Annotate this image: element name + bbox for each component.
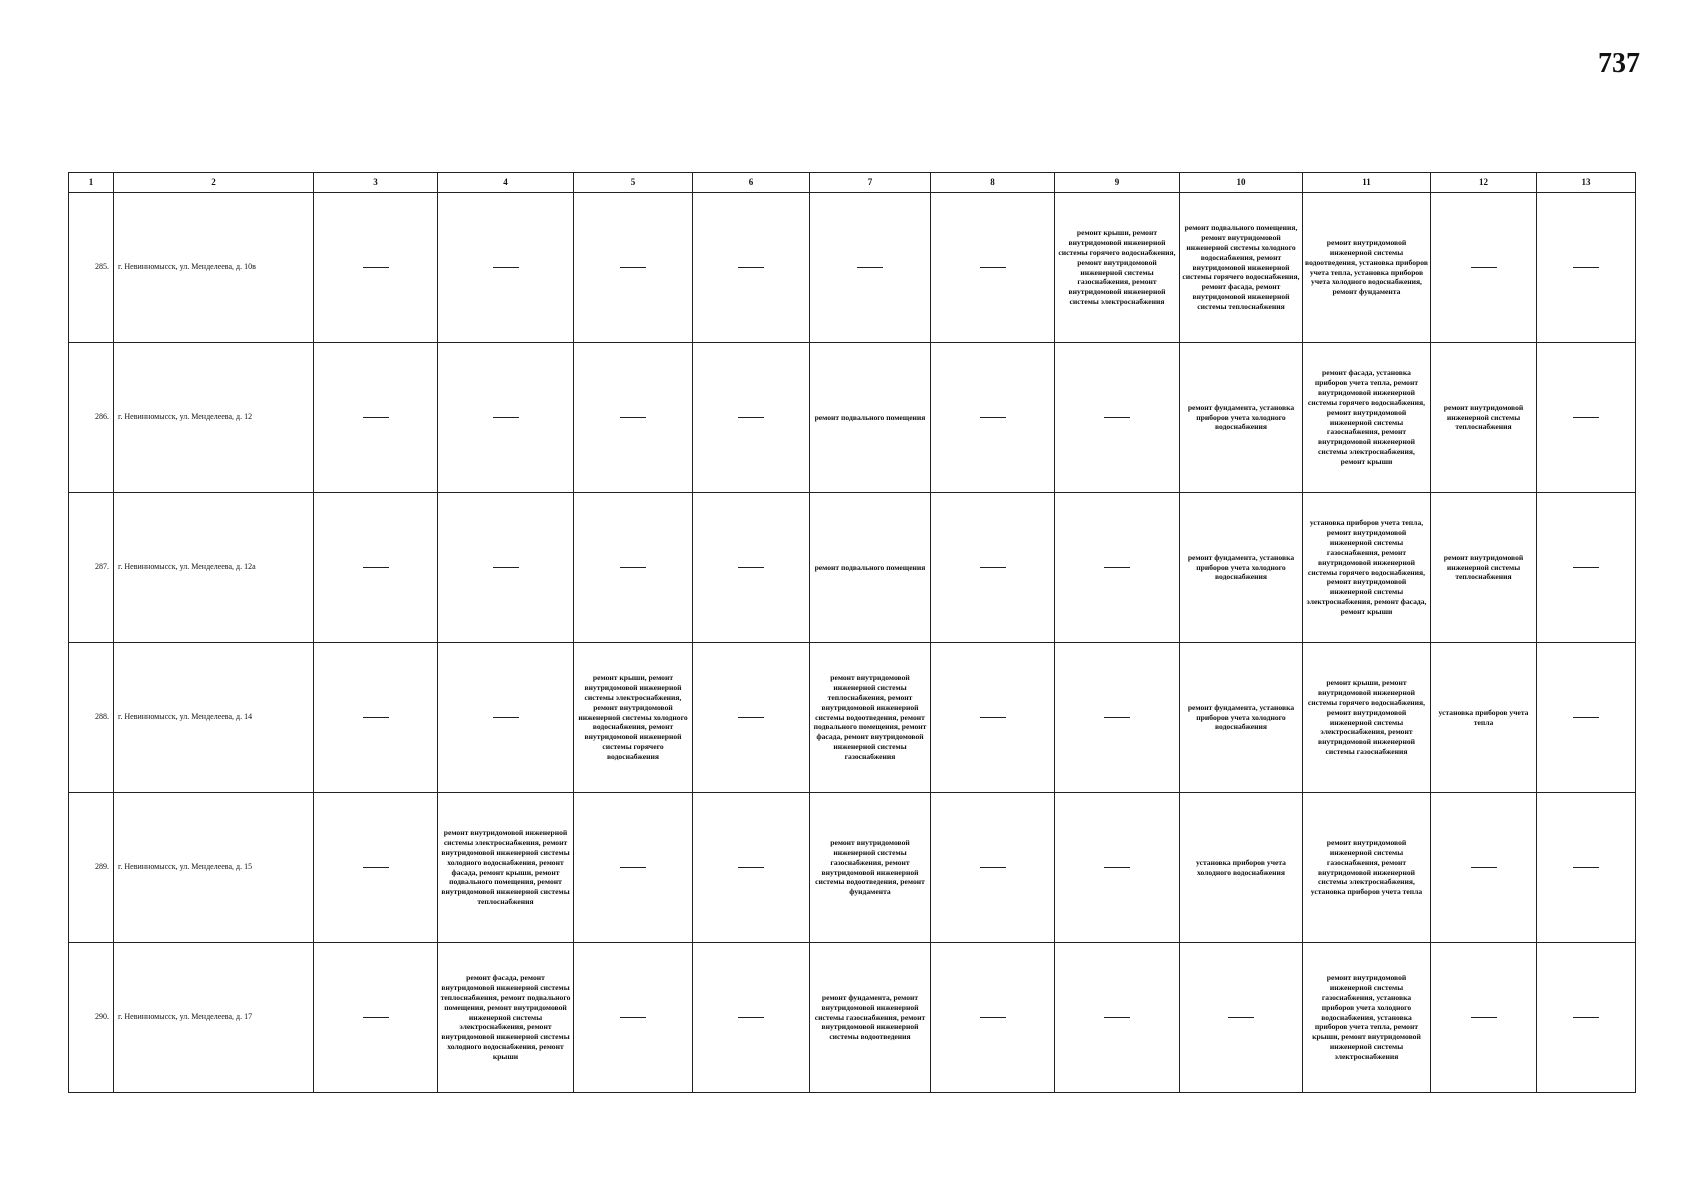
dash-mark — [493, 567, 519, 568]
empty-cell — [1431, 943, 1537, 1093]
work-cell: ремонт крыши, ремонт внутридомовой инженерной системы горячего водоснабжения, ремонт внутридомовой инженерной системы газоснабжения, ремонт внутридомовой инженерной системы электроснабжения — [1055, 193, 1180, 343]
dash-mark — [363, 717, 389, 718]
page-number: 737 — [1598, 48, 1640, 79]
row-number: 286. — [69, 343, 114, 493]
dash-mark — [980, 417, 1006, 418]
dash-mark — [1471, 1017, 1497, 1018]
column-header: 1 — [69, 173, 114, 193]
dash-mark — [1104, 567, 1130, 568]
work-cell: ремонт внутридомовой инженерной системы электроснабжения, ремонт внутридомовой инженерной системы холодного водоснабжения, ремонт фасада, ремонт крыши, ремонт подвального помещения, ремонт внутридомовой инженерной системы теплоснабжения — [438, 793, 574, 943]
empty-cell — [574, 493, 693, 643]
dash-mark — [620, 1017, 646, 1018]
empty-cell — [1055, 493, 1180, 643]
address-cell: г. Невинномысск, ул. Менделеева, д. 10в — [114, 193, 314, 343]
dash-mark — [857, 267, 883, 268]
dash-mark — [620, 417, 646, 418]
work-cell: ремонт подвального помещения, ремонт внутридомовой инженерной системы холодного водоснабжения, ремонт внутридомовой инженерной системы горячего водоснабжения, ремонт фасада, ремонт внутридомовой инженерной системы теплоснабжения — [1180, 193, 1303, 343]
work-cell: установка приборов учета холодного водоснабжения — [1180, 793, 1303, 943]
column-header: 9 — [1055, 173, 1180, 193]
dash-mark — [363, 267, 389, 268]
column-header: 6 — [693, 173, 810, 193]
dash-mark — [980, 1017, 1006, 1018]
empty-cell — [574, 793, 693, 943]
dash-mark — [980, 567, 1006, 568]
empty-cell — [1180, 943, 1303, 1093]
empty-cell — [1055, 643, 1180, 793]
empty-cell — [1431, 193, 1537, 343]
empty-cell — [1055, 343, 1180, 493]
dash-mark — [620, 267, 646, 268]
address-cell: г. Невинномысск, ул. Менделеева, д. 14 — [114, 643, 314, 793]
address-cell: г. Невинномысск, ул. Менделеева, д. 17 — [114, 943, 314, 1093]
column-header: 7 — [810, 173, 931, 193]
empty-cell — [438, 493, 574, 643]
table-row — [69, 493, 1636, 643]
work-cell: ремонт фундамента, установка приборов учета холодного водоснабжения — [1180, 343, 1303, 493]
row-number: 287. — [69, 493, 114, 643]
empty-cell — [1537, 793, 1636, 943]
table-row — [69, 643, 1636, 793]
dash-mark — [1228, 1017, 1254, 1018]
empty-cell — [314, 793, 438, 943]
work-cell: ремонт подвального помещения — [810, 343, 931, 493]
empty-cell — [1537, 643, 1636, 793]
work-cell: ремонт внутридомовой инженерной системы теплоснабжения, ремонт внутридомовой инженерной системы водоотведения, ремонт подвального помещения, ремонт фасада, ремонт внутридомовой инженерной системы газоснабжения — [810, 643, 931, 793]
empty-cell — [931, 943, 1055, 1093]
empty-cell — [314, 643, 438, 793]
work-cell: ремонт подвального помещения — [810, 493, 931, 643]
work-cell: установка приборов учета тепла, ремонт внутридомовой инженерной системы газоснабжения, ремонт внутридомовой инженерной системы горячего водоснабжения, ремонт внутридомовой инженерной системы электроснабжения, ремонт фасада, ремонт крыши — [1303, 493, 1431, 643]
dash-mark — [1471, 867, 1497, 868]
column-header: 13 — [1537, 173, 1636, 193]
dash-mark — [738, 417, 764, 418]
dash-mark — [363, 867, 389, 868]
column-header: 8 — [931, 173, 1055, 193]
column-header: 3 — [314, 173, 438, 193]
dash-mark — [1104, 717, 1130, 718]
dash-mark — [738, 1017, 764, 1018]
work-cell: ремонт фасада, установка приборов учета тепла, ремонт внутридомовой инженерной системы горячего водоснабжения, ремонт внутридомовой инженерной системы газоснабжения, ремонт внутридомовой инженерной системы электроснабжения, ремонт крыши — [1303, 343, 1431, 493]
empty-cell — [931, 793, 1055, 943]
row-number: 290. — [69, 943, 114, 1093]
dash-mark — [1573, 567, 1599, 568]
row-number: 288. — [69, 643, 114, 793]
empty-cell — [931, 643, 1055, 793]
empty-cell — [693, 943, 810, 1093]
work-cell: ремонт внутридомовой инженерной системы газоснабжения, ремонт внутридомовой инженерной системы водоотведения, ремонт фундамента — [810, 793, 931, 943]
table-row — [69, 943, 1636, 1093]
empty-cell — [314, 943, 438, 1093]
dash-mark — [980, 717, 1006, 718]
dash-mark — [493, 267, 519, 268]
empty-cell — [693, 643, 810, 793]
table-row — [69, 793, 1636, 943]
work-cell: ремонт крыши, ремонт внутридомовой инженерной системы электроснабжения, ремонт внутридомовой инженерной системы холодного водоснабжения, ремонт внутридомовой инженерной системы горячего водоснабжения — [574, 643, 693, 793]
dash-mark — [620, 867, 646, 868]
address-cell: г. Невинномысск, ул. Менделеева, д. 15 — [114, 793, 314, 943]
dash-mark — [980, 267, 1006, 268]
address-cell: г. Невинномысск, ул. Менделеева, д. 12 — [114, 343, 314, 493]
empty-cell — [1431, 793, 1537, 943]
header-row — [69, 173, 1636, 193]
empty-cell — [438, 643, 574, 793]
work-cell: ремонт фундамента, установка приборов учета холодного водоснабжения — [1180, 643, 1303, 793]
dash-mark — [1573, 717, 1599, 718]
dash-mark — [493, 717, 519, 718]
table-row — [69, 343, 1636, 493]
empty-cell — [314, 343, 438, 493]
empty-cell — [314, 193, 438, 343]
empty-cell — [574, 193, 693, 343]
empty-cell — [1537, 943, 1636, 1093]
empty-cell — [693, 793, 810, 943]
dash-mark — [620, 567, 646, 568]
column-header: 10 — [1180, 173, 1303, 193]
row-number: 289. — [69, 793, 114, 943]
work-cell: ремонт внутридомовой инженерной системы газоснабжения, ремонт внутридомовой инженерной системы электроснабжения, установка приборов учета тепла — [1303, 793, 1431, 943]
dash-mark — [738, 867, 764, 868]
dash-mark — [1471, 267, 1497, 268]
dash-mark — [1104, 867, 1130, 868]
work-cell: ремонт внутридомовой инженерной системы газоснабжения, установка приборов учета холодного водоснабжения, установка приборов учета тепла, ремонт крыши, ремонт внутридомовой инженерной системы электроснабжения — [1303, 943, 1431, 1093]
empty-cell — [1537, 193, 1636, 343]
dash-mark — [1573, 267, 1599, 268]
dash-mark — [1104, 417, 1130, 418]
dash-mark — [363, 417, 389, 418]
work-cell: ремонт внутридомовой инженерной системы теплоснабжения — [1431, 343, 1537, 493]
empty-cell — [693, 493, 810, 643]
empty-cell — [931, 193, 1055, 343]
empty-cell — [438, 193, 574, 343]
empty-cell — [574, 343, 693, 493]
work-cell: установка приборов учета тепла — [1431, 643, 1537, 793]
address-cell: г. Невинномысск, ул. Менделеева, д. 12а — [114, 493, 314, 643]
dash-mark — [363, 567, 389, 568]
work-cell: ремонт фасада, ремонт внутридомовой инженерной системы теплоснабжения, ремонт подвального помещения, ремонт внутридомовой инженерной системы электроснабжения, ремонт внутридомовой инженерной системы холодного водоснабжения, ремонт крыши — [438, 943, 574, 1093]
dash-mark — [738, 267, 764, 268]
empty-cell — [931, 343, 1055, 493]
column-header: 5 — [574, 173, 693, 193]
empty-cell — [1055, 943, 1180, 1093]
empty-cell — [693, 193, 810, 343]
table-row — [69, 193, 1636, 343]
empty-cell — [1537, 343, 1636, 493]
empty-cell — [810, 193, 931, 343]
empty-cell — [693, 343, 810, 493]
empty-cell — [1537, 493, 1636, 643]
empty-cell — [314, 493, 438, 643]
work-cell: ремонт внутридомовой инженерной системы теплоснабжения — [1431, 493, 1537, 643]
dash-mark — [980, 867, 1006, 868]
column-header: 4 — [438, 173, 574, 193]
column-header: 2 — [114, 173, 314, 193]
column-header: 11 — [1303, 173, 1431, 193]
empty-cell — [438, 343, 574, 493]
work-cell: ремонт внутридомовой инженерной системы водоотведения, установка приборов учета тепла, установка приборов учета холодного водоснабжения, ремонт фундамента — [1303, 193, 1431, 343]
dash-mark — [363, 1017, 389, 1018]
dash-mark — [1573, 867, 1599, 868]
empty-cell — [1055, 793, 1180, 943]
dash-mark — [738, 717, 764, 718]
empty-cell — [574, 943, 693, 1093]
empty-cell — [931, 493, 1055, 643]
dash-mark — [1573, 1017, 1599, 1018]
work-cell: ремонт фундамента, ремонт внутридомовой инженерной системы газоснабжения, ремонт внутридомовой инженерной системы водоотведения — [810, 943, 931, 1093]
dash-mark — [1104, 1017, 1130, 1018]
work-cell: ремонт фундамента, установка приборов учета холодного водоснабжения — [1180, 493, 1303, 643]
column-header: 12 — [1431, 173, 1537, 193]
capital-repair-table — [68, 172, 1636, 1093]
dash-mark — [493, 417, 519, 418]
dash-mark — [1573, 417, 1599, 418]
row-number: 285. — [69, 193, 114, 343]
dash-mark — [738, 567, 764, 568]
work-cell: ремонт крыши, ремонт внутридомовой инженерной системы горячего водоснабжения, ремонт внутридомовой инженерной системы электроснабжения, ремонт внутридомовой инженерной системы газоснабжения — [1303, 643, 1431, 793]
